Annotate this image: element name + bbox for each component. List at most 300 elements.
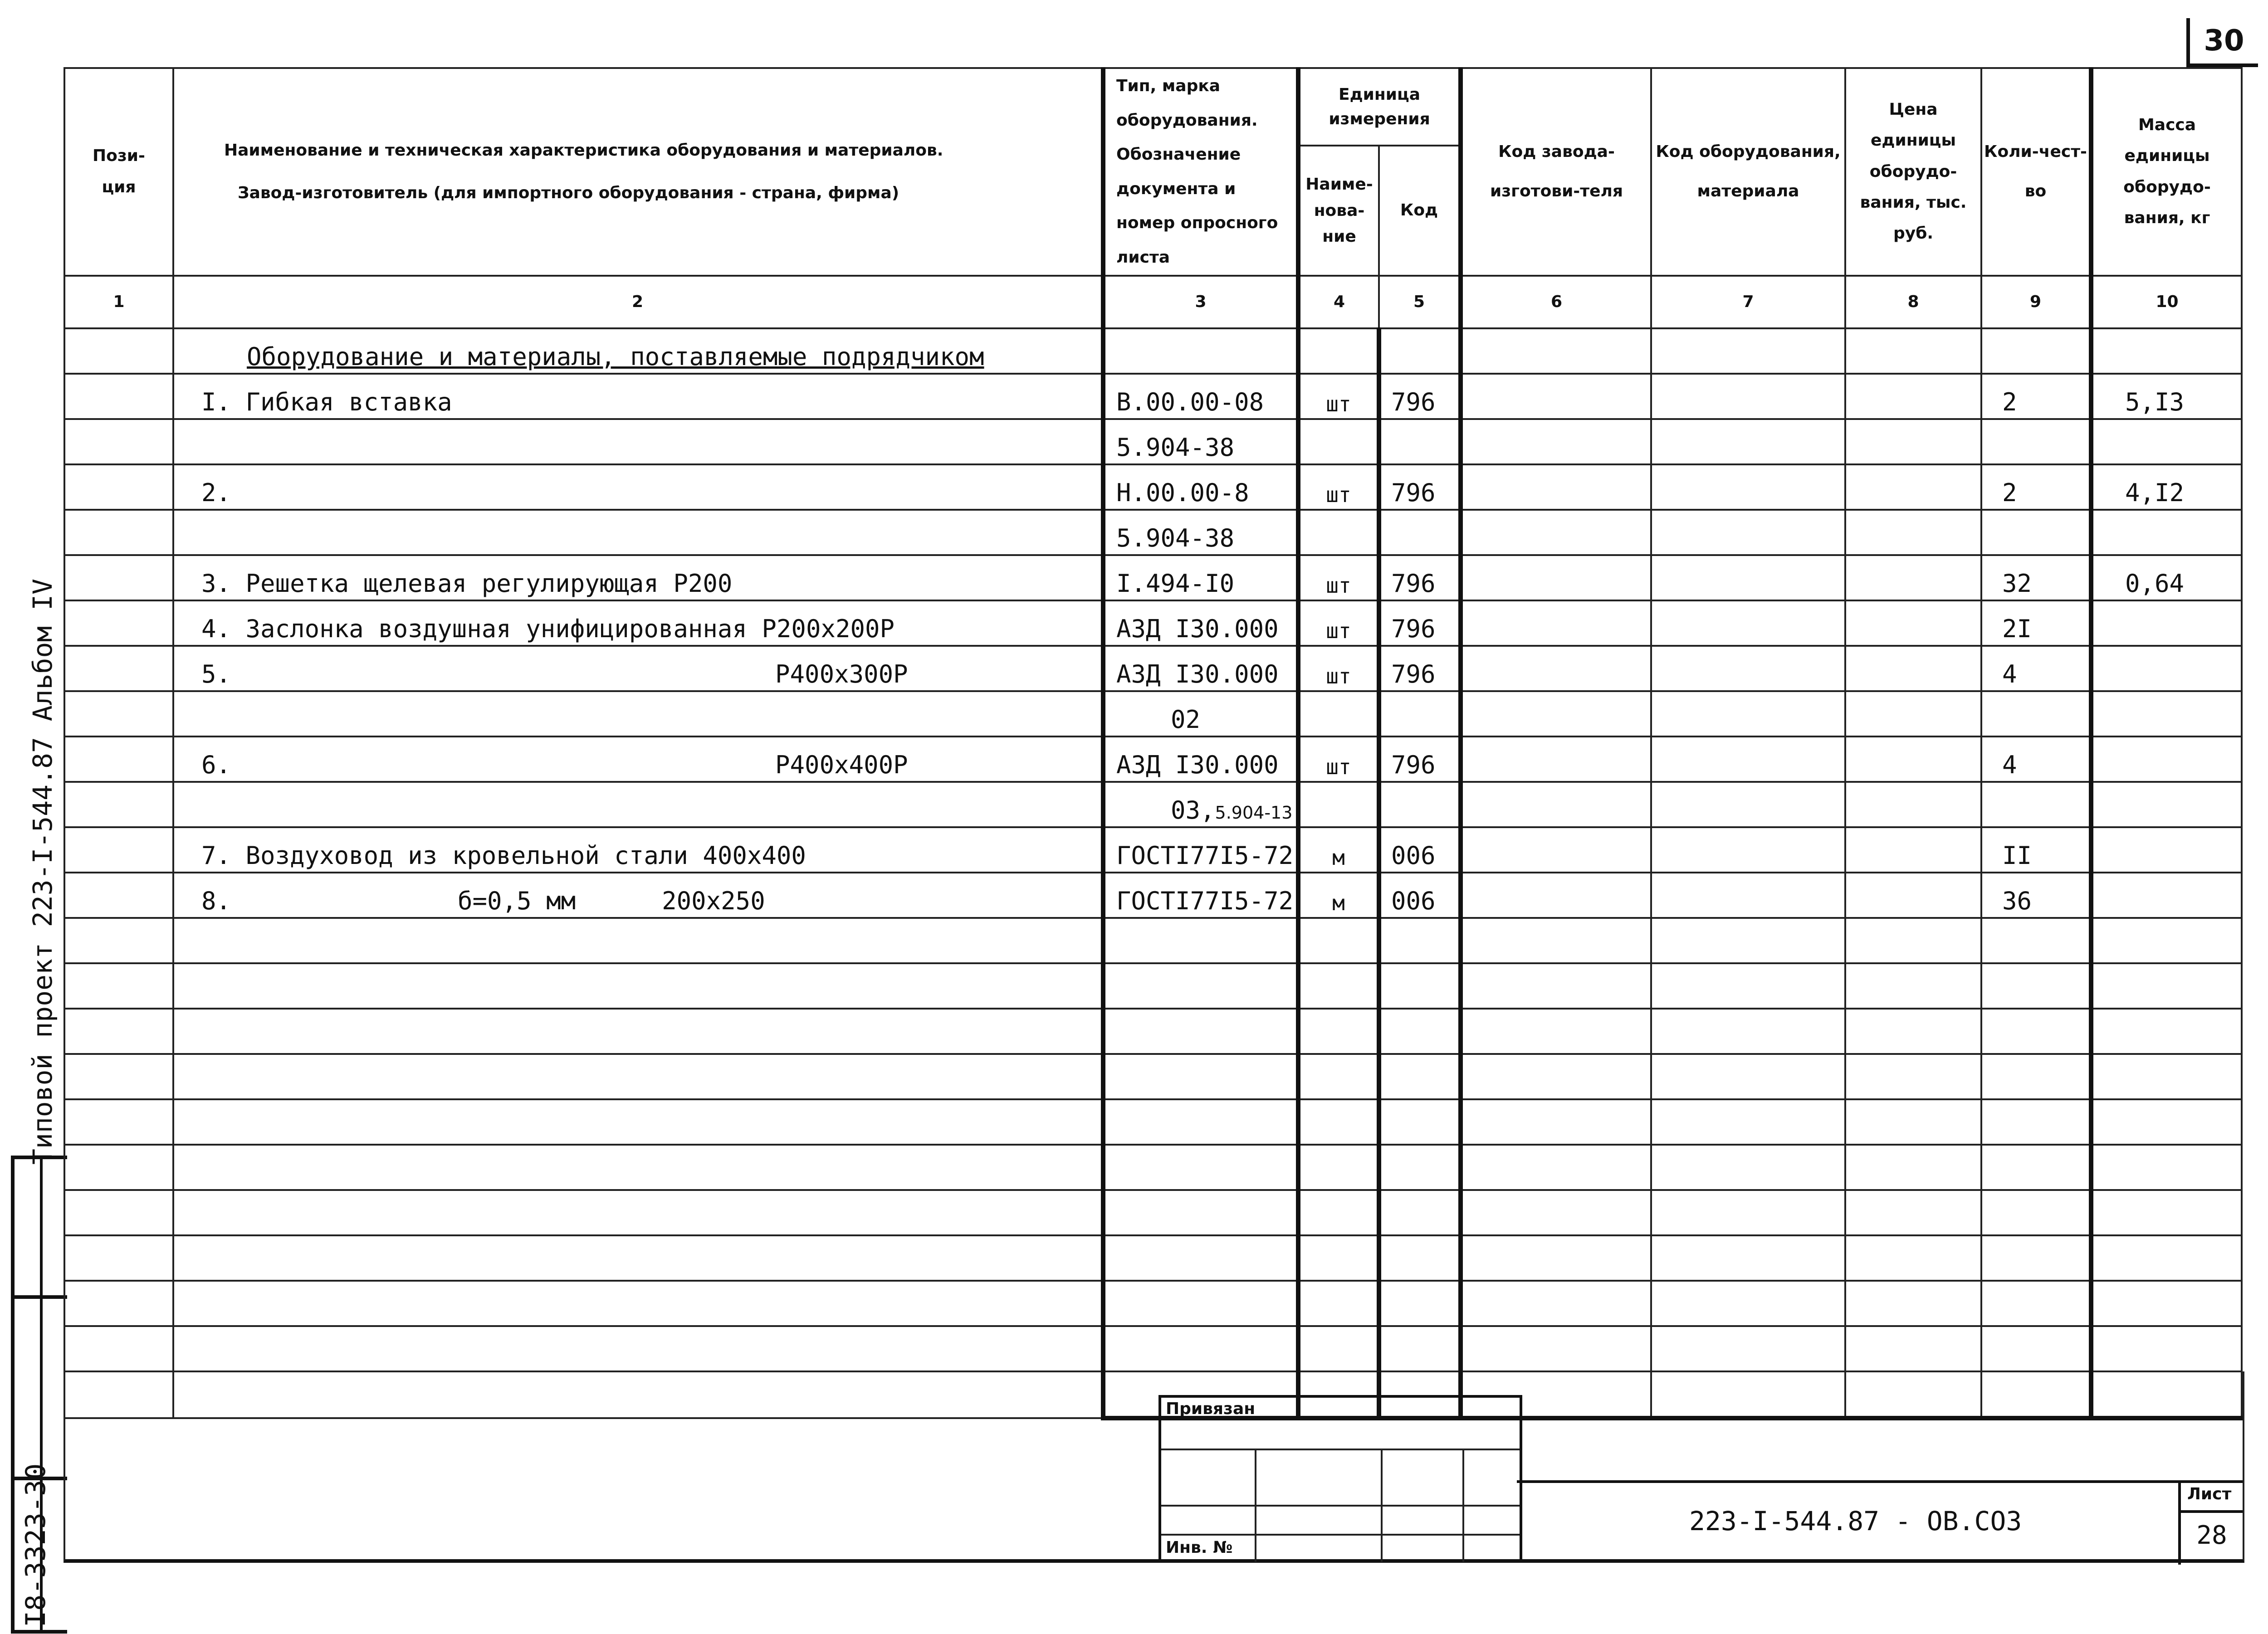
empty-cell bbox=[1379, 1235, 1461, 1281]
item-name: 7. Воздуховод из кровельной стали 400х400 bbox=[201, 841, 806, 870]
position-cell bbox=[64, 510, 173, 555]
item-doc: ГОСТI77I5-72 bbox=[1116, 841, 1294, 870]
mass-cell: 4,I2 bbox=[2091, 464, 2242, 510]
header-unit-group: Единица измерения bbox=[1298, 68, 1461, 146]
position-cell bbox=[64, 737, 173, 782]
header-name-line2: Завод-изготовитель (для импортного оборудования - страна, фирма) bbox=[238, 183, 899, 202]
empty-cell bbox=[173, 1235, 1103, 1281]
item-doc: Н.00.00-8 bbox=[1116, 478, 1249, 507]
quantity-cell bbox=[1981, 419, 2091, 464]
empty-cell bbox=[1981, 963, 2091, 1009]
doc-cell bbox=[1103, 827, 1298, 873]
item-name: 3. Решетка щелевая регулирующая Р200 bbox=[201, 569, 733, 598]
doc-cell bbox=[1103, 737, 1298, 782]
empty-cell bbox=[64, 1235, 173, 1281]
empty-cell bbox=[1651, 1009, 1845, 1054]
quantity-cell: II bbox=[1981, 827, 2091, 873]
unit-cell bbox=[1298, 510, 1379, 555]
equipment-code-cell bbox=[1651, 510, 1845, 555]
unit-code-cell: 796 bbox=[1379, 646, 1461, 691]
empty-cell bbox=[2091, 1009, 2242, 1054]
empty-cell bbox=[1103, 918, 1298, 963]
sheet-label: Лист bbox=[2187, 1485, 2232, 1503]
price-cell bbox=[1845, 737, 1981, 782]
empty-cell bbox=[1298, 1235, 1379, 1281]
equipment-code-cell bbox=[1651, 737, 1845, 782]
price-cell bbox=[1845, 646, 1981, 691]
empty-row bbox=[64, 1099, 2242, 1145]
plant-code-cell bbox=[1461, 646, 1651, 691]
header-price: Цена единицы оборудо-вания, тыс. руб. bbox=[1845, 68, 1981, 276]
empty-cell bbox=[173, 1281, 1103, 1326]
quantity-cell: 2 bbox=[1981, 464, 2091, 510]
equipment-code-cell bbox=[1651, 374, 1845, 419]
doc-cell bbox=[1103, 646, 1298, 691]
equipment-code-cell bbox=[1651, 419, 1845, 464]
equipment-code-cell bbox=[1651, 782, 1845, 827]
header-quantity: Коли-чест-во bbox=[1981, 68, 2091, 276]
unit-cell: шт bbox=[1298, 555, 1379, 600]
empty-cell bbox=[1298, 1145, 1379, 1190]
empty-cell bbox=[64, 1009, 173, 1054]
empty-cell bbox=[1298, 1281, 1379, 1326]
item-name: I. Гибкая вставка bbox=[201, 387, 452, 416]
empty-cell bbox=[1298, 963, 1379, 1009]
empty-cell bbox=[1379, 1281, 1461, 1326]
plant-code-cell bbox=[1461, 374, 1651, 419]
doc-cell bbox=[1103, 555, 1298, 600]
column-number: 6 bbox=[1461, 276, 1651, 328]
header-mass: Масса единицы оборудо-вания, кг bbox=[2091, 68, 2242, 276]
item-name-mid: б=0,5 мм bbox=[458, 886, 576, 915]
empty-cell bbox=[1461, 1054, 1651, 1099]
quantity-cell bbox=[1981, 510, 2091, 555]
item-doc: АЗД I30.000 bbox=[1116, 750, 1279, 779]
empty-row bbox=[64, 1281, 2242, 1326]
empty-cell bbox=[1845, 963, 1981, 1009]
quantity-cell: 2 bbox=[1981, 374, 2091, 419]
position-cell bbox=[64, 464, 173, 510]
empty-cell bbox=[1461, 1099, 1651, 1145]
price-cell bbox=[1845, 827, 1981, 873]
position-cell bbox=[64, 555, 173, 600]
empty-row bbox=[64, 918, 2242, 963]
plant-code-cell bbox=[1461, 737, 1651, 782]
name-cell bbox=[173, 510, 1103, 555]
empty-cell bbox=[1379, 1145, 1461, 1190]
empty-cell bbox=[1461, 1281, 1651, 1326]
empty-cell bbox=[1103, 1099, 1298, 1145]
empty-cell bbox=[1298, 1009, 1379, 1054]
empty-cell bbox=[2091, 1054, 2242, 1099]
column-number: 1 bbox=[64, 276, 173, 328]
name-cell bbox=[173, 555, 1103, 600]
unit-cell: шт bbox=[1298, 600, 1379, 646]
price-cell bbox=[1845, 873, 1981, 918]
item-doc: I.494-I0 bbox=[1116, 569, 1235, 598]
table-row bbox=[64, 782, 2242, 827]
position-cell bbox=[64, 646, 173, 691]
album-title: Типовой проект 223-I-544.87 Альбом IV bbox=[27, 578, 58, 1165]
empty-cell bbox=[1845, 918, 1981, 963]
empty-cell bbox=[1651, 1281, 1845, 1326]
name-cell bbox=[173, 737, 1103, 782]
quantity-cell bbox=[1981, 782, 2091, 827]
empty-cell bbox=[1298, 1099, 1379, 1145]
item-name: 4. Заслонка воздушная унифицированная Р200х200Р bbox=[201, 614, 895, 643]
item-name-right: 200х250 bbox=[662, 886, 765, 915]
plant-code-cell bbox=[1461, 827, 1651, 873]
empty-cell bbox=[1103, 1009, 1298, 1054]
position-cell bbox=[64, 873, 173, 918]
empty-cell bbox=[1845, 1326, 1981, 1371]
column-number: 3 bbox=[1103, 276, 1298, 328]
position-cell bbox=[64, 782, 173, 827]
empty-cell bbox=[2091, 1326, 2242, 1371]
unit-cell: шт bbox=[1298, 646, 1379, 691]
empty-cell bbox=[1298, 1190, 1379, 1235]
item-doc: ГОСТI77I5-72 bbox=[1116, 886, 1294, 915]
empty-cell bbox=[1461, 963, 1651, 1009]
doc-cell bbox=[1103, 691, 1298, 737]
empty-cell bbox=[64, 1326, 173, 1371]
price-cell bbox=[1845, 419, 1981, 464]
empty-cell bbox=[1461, 1145, 1651, 1190]
empty-cell bbox=[1103, 1235, 1298, 1281]
sheet-value: 28 bbox=[2181, 1510, 2243, 1565]
mass-cell bbox=[2091, 737, 2242, 782]
empty-cell bbox=[173, 1326, 1103, 1371]
empty-cell bbox=[1103, 1190, 1298, 1235]
document-code-area bbox=[1517, 1480, 2243, 1562]
column-number: 9 bbox=[1981, 276, 2091, 328]
empty-cell bbox=[173, 1099, 1103, 1145]
empty-cell bbox=[1379, 963, 1461, 1009]
empty-cell bbox=[1103, 1054, 1298, 1099]
linked-stamp bbox=[1158, 1395, 1522, 1562]
plant-code-cell bbox=[1461, 510, 1651, 555]
empty-row bbox=[64, 963, 2242, 1009]
price-cell bbox=[1845, 510, 1981, 555]
unit-cell: шт bbox=[1298, 737, 1379, 782]
item-name-right: Р400х400Р bbox=[775, 750, 908, 779]
empty-cell bbox=[1845, 1235, 1981, 1281]
name-cell bbox=[173, 691, 1103, 737]
empty-cell bbox=[1845, 1145, 1981, 1190]
header-type: Тип, марка оборудования. Обозначение документа и номер опросного листа bbox=[1103, 68, 1298, 276]
empty-cell bbox=[1981, 1235, 2091, 1281]
plant-code-cell bbox=[1461, 464, 1651, 510]
equipment-code-cell bbox=[1651, 691, 1845, 737]
unit-cell bbox=[1298, 782, 1379, 827]
header-equipment-code: Код оборудования, материала bbox=[1651, 68, 1845, 276]
price-cell bbox=[1845, 374, 1981, 419]
item-name: 2. bbox=[201, 478, 231, 507]
empty-cell bbox=[64, 1281, 173, 1326]
table-row bbox=[64, 555, 2242, 600]
column-number: 7 bbox=[1651, 276, 1845, 328]
mass-cell bbox=[2091, 510, 2242, 555]
unit-cell: шт bbox=[1298, 464, 1379, 510]
unit-code-cell bbox=[1379, 419, 1461, 464]
empty-cell bbox=[173, 918, 1103, 963]
quantity-cell: 32 bbox=[1981, 555, 2091, 600]
column-number: 10 bbox=[2091, 276, 2242, 328]
empty-cell bbox=[1845, 1054, 1981, 1099]
name-cell bbox=[173, 646, 1103, 691]
header-name-line1: Наименование и техническая характеристика оборудования и материалов. bbox=[224, 141, 943, 160]
table-row bbox=[64, 419, 2242, 464]
empty-cell bbox=[1981, 1190, 2091, 1235]
position-cell bbox=[64, 827, 173, 873]
empty-row bbox=[64, 1326, 2242, 1371]
item-doc: 5.904-38 bbox=[1116, 523, 1235, 552]
doc-cell bbox=[1103, 782, 1298, 827]
empty-cell bbox=[1845, 1190, 1981, 1235]
header-plant-code: Код завода-изготови-теля bbox=[1461, 68, 1651, 276]
mass-cell bbox=[2091, 600, 2242, 646]
empty-cell bbox=[2091, 1145, 2242, 1190]
empty-cell bbox=[1981, 1099, 2091, 1145]
price-cell bbox=[1845, 691, 1981, 737]
unit-code-cell: 796 bbox=[1379, 555, 1461, 600]
empty-cell bbox=[1298, 1054, 1379, 1099]
empty-cell bbox=[2091, 1281, 2242, 1326]
empty-row bbox=[64, 1145, 2242, 1190]
empty-cell bbox=[64, 1190, 173, 1235]
unit-code-cell: 006 bbox=[1379, 873, 1461, 918]
empty-cell bbox=[1379, 1009, 1461, 1054]
plant-code-cell bbox=[1461, 691, 1651, 737]
empty-cell bbox=[64, 1145, 173, 1190]
specification-table bbox=[64, 67, 2243, 1420]
item-doc-suffix: 5.904-13 bbox=[1215, 802, 1293, 823]
empty-cell bbox=[1379, 1099, 1461, 1145]
header-position: Пози- ция bbox=[64, 68, 173, 276]
section-title: Оборудование и материалы, поставляемые подрядчиком bbox=[173, 328, 1103, 374]
unit-code-cell bbox=[1379, 782, 1461, 827]
empty-cell bbox=[2091, 1099, 2242, 1145]
column-number: 2 bbox=[173, 276, 1103, 328]
empty-cell bbox=[1981, 1009, 2091, 1054]
left-margin-strip bbox=[0, 67, 64, 1627]
empty-cell bbox=[1103, 963, 1298, 1009]
header-name bbox=[173, 68, 1103, 276]
empty-cell bbox=[1379, 1190, 1461, 1235]
empty-cell bbox=[1845, 1281, 1981, 1326]
empty-cell bbox=[1845, 1099, 1981, 1145]
table-row bbox=[64, 691, 2242, 737]
empty-cell bbox=[2091, 1190, 2242, 1235]
title-block bbox=[64, 1371, 2244, 1563]
unit-code-cell: 796 bbox=[1379, 464, 1461, 510]
position-cell bbox=[64, 374, 173, 419]
sheet-number: 30 bbox=[2186, 18, 2258, 67]
column-number: 8 bbox=[1845, 276, 1981, 328]
mass-cell: 5,I3 bbox=[2091, 374, 2242, 419]
item-doc: АЗД I30.000 bbox=[1116, 659, 1279, 688]
quantity-cell: 4 bbox=[1981, 737, 2091, 782]
table-row bbox=[64, 827, 2242, 873]
column-number: 5 bbox=[1379, 276, 1461, 328]
item-doc: АЗД I30.000 bbox=[1116, 614, 1279, 643]
name-cell bbox=[173, 600, 1103, 646]
quantity-cell bbox=[1981, 691, 2091, 737]
doc-cell bbox=[1103, 873, 1298, 918]
empty-cell bbox=[1379, 1326, 1461, 1371]
unit-code-cell bbox=[1379, 691, 1461, 737]
empty-row bbox=[64, 1009, 2242, 1054]
unit-code-cell: 796 bbox=[1379, 600, 1461, 646]
item-name: 5. bbox=[201, 659, 231, 688]
doc-cell bbox=[1103, 374, 1298, 419]
unit-cell: м bbox=[1298, 873, 1379, 918]
equipment-code-cell bbox=[1651, 827, 1845, 873]
item-doc: 02 bbox=[1171, 705, 1201, 734]
equipment-code-cell bbox=[1651, 600, 1845, 646]
unit-cell: шт bbox=[1298, 374, 1379, 419]
empty-row bbox=[64, 1235, 2242, 1281]
item-name-right: Р400х300Р bbox=[775, 659, 908, 688]
unit-code-cell: 796 bbox=[1379, 737, 1461, 782]
name-cell bbox=[173, 873, 1103, 918]
table-row bbox=[64, 873, 2242, 918]
empty-cell bbox=[1981, 1054, 2091, 1099]
empty-cell bbox=[1379, 1054, 1461, 1099]
empty-cell bbox=[1461, 1009, 1651, 1054]
table-row bbox=[64, 737, 2242, 782]
empty-cell bbox=[1981, 918, 2091, 963]
item-name: 6. bbox=[201, 750, 231, 779]
empty-cell bbox=[173, 1145, 1103, 1190]
doc-cell bbox=[1103, 464, 1298, 510]
empty-cell bbox=[1461, 918, 1651, 963]
quantity-cell: 2I bbox=[1981, 600, 2091, 646]
unit-cell bbox=[1298, 419, 1379, 464]
unit-code-cell: 796 bbox=[1379, 374, 1461, 419]
column-number: 4 bbox=[1298, 276, 1379, 328]
item-doc: В.00.00-08 bbox=[1116, 387, 1264, 416]
linked-label: Привязан bbox=[1166, 1400, 1256, 1418]
empty-cell bbox=[173, 1009, 1103, 1054]
empty-cell bbox=[1651, 1190, 1845, 1235]
unit-code-cell bbox=[1379, 510, 1461, 555]
empty-row bbox=[64, 1054, 2242, 1099]
empty-cell bbox=[173, 1190, 1103, 1235]
document-code: 223-I-544.87 - ОВ.СО3 bbox=[1689, 1506, 2022, 1536]
name-cell bbox=[173, 827, 1103, 873]
doc-cell bbox=[1103, 510, 1298, 555]
empty-cell bbox=[1651, 1099, 1845, 1145]
empty-cell bbox=[1461, 1326, 1651, 1371]
item-name: 8. bbox=[201, 886, 231, 915]
empty-cell bbox=[1651, 1326, 1845, 1371]
plant-code-cell bbox=[1461, 873, 1651, 918]
empty-cell bbox=[1379, 918, 1461, 963]
empty-cell bbox=[1651, 918, 1845, 963]
empty-cell bbox=[1461, 1190, 1651, 1235]
empty-cell bbox=[1651, 963, 1845, 1009]
empty-row bbox=[64, 1190, 2242, 1235]
empty-cell bbox=[173, 963, 1103, 1009]
name-cell bbox=[173, 419, 1103, 464]
header-unit-name: Наиме-нова-ние bbox=[1298, 146, 1379, 276]
empty-cell bbox=[64, 1054, 173, 1099]
empty-cell bbox=[1103, 1326, 1298, 1371]
header-unit-code: Код bbox=[1379, 146, 1461, 276]
mass-cell bbox=[2091, 827, 2242, 873]
empty-cell bbox=[1461, 1235, 1651, 1281]
empty-cell bbox=[1981, 1281, 2091, 1326]
plant-code-cell bbox=[1461, 600, 1651, 646]
plant-code-cell bbox=[1461, 555, 1651, 600]
item-doc: 03, bbox=[1171, 795, 1215, 824]
position-cell bbox=[64, 600, 173, 646]
price-cell bbox=[1845, 600, 1981, 646]
table-row bbox=[64, 646, 2242, 691]
empty-cell bbox=[1298, 918, 1379, 963]
mass-cell bbox=[2091, 782, 2242, 827]
equipment-code-cell bbox=[1651, 873, 1845, 918]
inventory-number: I8-3323-30 bbox=[20, 1463, 52, 1627]
empty-cell bbox=[2091, 918, 2242, 963]
equipment-code-cell bbox=[1651, 464, 1845, 510]
doc-cell bbox=[1103, 419, 1298, 464]
quantity-cell: 4 bbox=[1981, 646, 2091, 691]
quantity-cell: 36 bbox=[1981, 873, 2091, 918]
name-cell bbox=[173, 782, 1103, 827]
unit-cell: м bbox=[1298, 827, 1379, 873]
equipment-code-cell bbox=[1651, 555, 1845, 600]
empty-cell bbox=[1651, 1235, 1845, 1281]
price-cell bbox=[1845, 782, 1981, 827]
mass-cell bbox=[2091, 646, 2242, 691]
plant-code-cell bbox=[1461, 419, 1651, 464]
table-row bbox=[64, 374, 2242, 419]
mass-cell: 0,64 bbox=[2091, 555, 2242, 600]
equipment-code-cell bbox=[1651, 646, 1845, 691]
empty-cell bbox=[1651, 1054, 1845, 1099]
doc-cell bbox=[1103, 600, 1298, 646]
plant-code-cell bbox=[1461, 782, 1651, 827]
empty-cell bbox=[64, 918, 173, 963]
unit-code-cell: 006 bbox=[1379, 827, 1461, 873]
empty-cell bbox=[1298, 1326, 1379, 1371]
table-row bbox=[64, 464, 2242, 510]
sheet-box bbox=[2178, 1480, 2243, 1565]
empty-cell bbox=[1103, 1281, 1298, 1326]
mass-cell bbox=[2091, 873, 2242, 918]
empty-cell bbox=[1981, 1326, 2091, 1371]
table-row bbox=[64, 510, 2242, 555]
empty-cell bbox=[64, 963, 173, 1009]
empty-cell bbox=[2091, 963, 2242, 1009]
empty-cell bbox=[1103, 1145, 1298, 1190]
inv-label: Инв. № bbox=[1166, 1538, 1233, 1557]
mass-cell bbox=[2091, 691, 2242, 737]
mass-cell bbox=[2091, 419, 2242, 464]
section-title-row bbox=[64, 328, 2242, 374]
position-cell bbox=[64, 419, 173, 464]
price-cell bbox=[1845, 464, 1981, 510]
name-cell bbox=[173, 374, 1103, 419]
unit-cell bbox=[1298, 691, 1379, 737]
empty-cell bbox=[1981, 1145, 2091, 1190]
empty-cell bbox=[64, 1099, 173, 1145]
empty-cell bbox=[1845, 1009, 1981, 1054]
position-cell bbox=[64, 691, 173, 737]
name-cell bbox=[173, 464, 1103, 510]
